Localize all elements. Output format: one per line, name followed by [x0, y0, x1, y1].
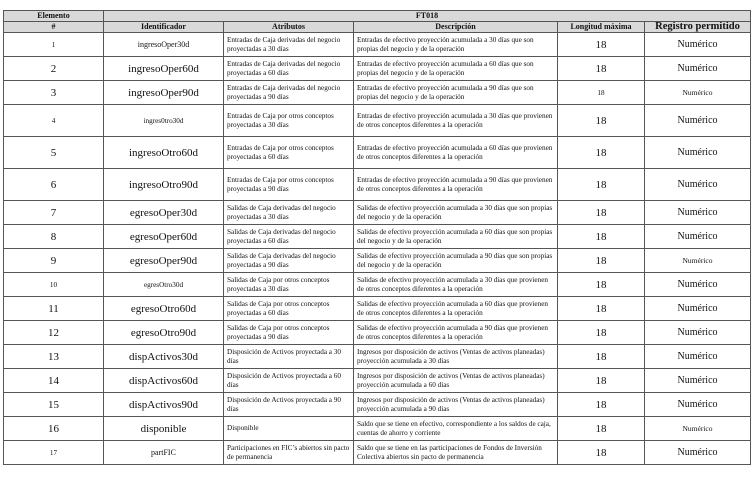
row-attributes: Salidas de Caja por otros conceptos proyectadas a 30 días — [224, 273, 354, 297]
row-allowed-type: Numérico — [645, 33, 751, 57]
row-allowed-type: Numérico — [645, 417, 751, 441]
header-row-columns — [4, 22, 751, 33]
row-number: 13 — [4, 345, 104, 369]
row-max-length: 18 — [558, 297, 645, 321]
row-attributes: Disponible — [224, 417, 354, 441]
row-identifier: ingresoOper30d — [104, 33, 224, 57]
row-max-length: 18 — [558, 33, 645, 57]
row-allowed-type: Numérico — [645, 441, 751, 465]
row-identifier: ingresoOper60d — [104, 57, 224, 81]
row-description: Salidas de efectivo proyección acumulada a 30 días que provienen de otros conceptos diferentes a la operación — [354, 273, 558, 297]
row-number: 8 — [4, 225, 104, 249]
row-description: Entradas de efectivo proyección acumulada a 90 días que provienen de otros conceptos diferentes a la operación — [354, 169, 558, 201]
row-max-length: 18 — [558, 57, 645, 81]
row-description: Ingresos por disposición de activos (Ventas de activos planeadas) proyección acumulada a 30 días — [354, 345, 558, 369]
row-number: 10 — [4, 273, 104, 297]
row-allowed-type: Numérico — [645, 345, 751, 369]
row-number: 7 — [4, 201, 104, 225]
row-number: 15 — [4, 393, 104, 417]
row-allowed-type: Numérico — [645, 225, 751, 249]
table-row — [4, 297, 751, 321]
row-description: Saldo que se tiene en las participaciones de Fondos de Inversión Colectiva abiertos sin pacto de permanencia — [354, 441, 558, 465]
row-allowed-type: Numérico — [645, 273, 751, 297]
row-attributes: Disposición de Activos proyectada a 60 días — [224, 369, 354, 393]
row-max-length: 18 — [558, 137, 645, 169]
row-attributes: Salidas de Caja por otros conceptos proyectadas a 60 días — [224, 297, 354, 321]
identificador-header: Identificador — [104, 22, 224, 33]
row-number: 14 — [4, 369, 104, 393]
row-identifier: ingresoOtro60d — [104, 137, 224, 169]
row-allowed-type: Numérico — [645, 57, 751, 81]
row-description: Entradas de efectivo proyección acumulada a 30 días que son propias del negocio y de la operación — [354, 33, 558, 57]
row-allowed-type: Numérico — [645, 169, 751, 201]
row-number: 1 — [4, 33, 104, 57]
row-allowed-type: Numérico — [645, 369, 751, 393]
row-max-length: 18 — [558, 321, 645, 345]
row-max-length: 18 — [558, 249, 645, 273]
row-identifier: disponible — [104, 417, 224, 441]
longitud-header: Longitud máxima — [558, 22, 645, 33]
table-row — [4, 417, 751, 441]
table-row — [4, 225, 751, 249]
atributos-header: Atributos — [224, 22, 354, 33]
row-identifier: dispActivos60d — [104, 369, 224, 393]
table-row — [4, 321, 751, 345]
row-max-length: 18 — [558, 201, 645, 225]
ft018-table — [3, 10, 751, 465]
table-row — [4, 33, 751, 57]
table-row — [4, 345, 751, 369]
row-attributes: Entradas de Caja derivadas del negocio proyectadas a 30 días — [224, 33, 354, 57]
table-row — [4, 57, 751, 81]
row-attributes: Salidas de Caja derivadas del negocio proyectadas a 30 días — [224, 201, 354, 225]
row-description: Saldo que se tiene en efectivo, correspondiente a los saldos de caja, cuentas de ahorro y corriente — [354, 417, 558, 441]
row-allowed-type: Numérico — [645, 321, 751, 345]
row-max-length: 18 — [558, 81, 645, 105]
row-max-length: 18 — [558, 369, 645, 393]
row-identifier: ingres0tro30d — [104, 105, 224, 137]
table-row — [4, 249, 751, 273]
row-identifier: dispActivos90d — [104, 393, 224, 417]
table-row — [4, 441, 751, 465]
row-description: Salidas de efectivo proyección acumulada a 30 días que son propias del negocio y de la operación — [354, 201, 558, 225]
row-number: 17 — [4, 441, 104, 465]
row-number: 3 — [4, 81, 104, 105]
row-number: 6 — [4, 169, 104, 201]
row-attributes: Participaciones en FIC’s abiertos sin pacto de permanencia — [224, 441, 354, 465]
row-identifier: egresoOper60d — [104, 225, 224, 249]
row-attributes: Entradas de Caja por otros conceptos proyectadas a 90 días — [224, 169, 354, 201]
row-identifier: egresoOper90d — [104, 249, 224, 273]
row-identifier: ingresoOtro90d — [104, 169, 224, 201]
row-number: 9 — [4, 249, 104, 273]
registro-header: Registro permitido — [645, 22, 751, 33]
row-description: Entradas de efectivo proyección acumulada a 90 días que son propias del negocio y de la operación — [354, 81, 558, 105]
row-description: Entradas de efectivo proyección acumulada a 60 días que son propias del negocio y de la operación — [354, 57, 558, 81]
form-title: FT018 — [104, 11, 751, 22]
row-allowed-type: Numérico — [645, 137, 751, 169]
row-allowed-type: Numérico — [645, 81, 751, 105]
row-attributes: Disposición de Activos proyectada a 90 días — [224, 393, 354, 417]
row-identifier: egresoOtro60d — [104, 297, 224, 321]
row-number: 12 — [4, 321, 104, 345]
row-max-length: 18 — [558, 169, 645, 201]
table-row — [4, 369, 751, 393]
row-identifier: egresoOper30d — [104, 201, 224, 225]
table-row — [4, 137, 751, 169]
number-header: # — [4, 22, 104, 33]
row-identifier: egresoOtro90d — [104, 321, 224, 345]
row-max-length: 18 — [558, 105, 645, 137]
row-description: Salidas de efectivo proyección acumulada a 90 días que provienen de otros conceptos diferentes a la operación — [354, 321, 558, 345]
row-identifier: ingresoOper90d — [104, 81, 224, 105]
row-identifier: egresOtro30d — [104, 273, 224, 297]
row-allowed-type: Numérico — [645, 105, 751, 137]
elemento-header: Elemento — [4, 11, 104, 22]
row-max-length: 18 — [558, 417, 645, 441]
row-attributes: Disposición de Activos proyectada a 30 días — [224, 345, 354, 369]
row-description: Ingresos por disposición de activos (Ventas de activos planeadas) proyección acumulada a 60 días — [354, 369, 558, 393]
row-number: 11 — [4, 297, 104, 321]
descripcion-header: Descripción — [354, 22, 558, 33]
row-description: Salidas de efectivo proyección acumulada a 60 días que provienen de otros conceptos diferentes a la operación — [354, 297, 558, 321]
row-max-length: 18 — [558, 393, 645, 417]
row-description: Salidas de efectivo proyección acumulada a 60 días que son propias del negocio y de la operación — [354, 225, 558, 249]
row-max-length: 18 — [558, 225, 645, 249]
row-attributes: Salidas de Caja por otros conceptos proyectadas a 90 días — [224, 321, 354, 345]
table-row — [4, 273, 751, 297]
table-row — [4, 201, 751, 225]
row-max-length: 18 — [558, 345, 645, 369]
row-attributes: Salidas de Caja derivadas del negocio proyectadas a 90 días — [224, 249, 354, 273]
row-attributes: Entradas de Caja derivadas del negocio proyectadas a 60 días — [224, 57, 354, 81]
row-identifier: partFIC — [104, 441, 224, 465]
row-description: Salidas de efectivo proyección acumulada a 90 días que son propias del negocio y de la operación — [354, 249, 558, 273]
row-allowed-type: Numérico — [645, 297, 751, 321]
row-max-length: 18 — [558, 273, 645, 297]
row-max-length: 18 — [558, 441, 645, 465]
row-description: Entradas de efectivo proyección acumulada a 30 días que provienen de otros conceptos diferentes a la operación — [354, 105, 558, 137]
row-number: 5 — [4, 137, 104, 169]
table-row — [4, 169, 751, 201]
row-number: 16 — [4, 417, 104, 441]
row-identifier: dispActivos30d — [104, 345, 224, 369]
row-attributes: Entradas de Caja derivadas del negocio proyectadas a 90 días — [224, 81, 354, 105]
row-allowed-type: Numérico — [645, 393, 751, 417]
table-row — [4, 105, 751, 137]
row-number: 2 — [4, 57, 104, 81]
row-description: Ingresos por disposición de activos (Ventas de activos planeadas) proyección acumulada a 90 días — [354, 393, 558, 417]
row-number: 4 — [4, 105, 104, 137]
row-allowed-type: Numérico — [645, 249, 751, 273]
header-row-top — [4, 11, 751, 22]
table-row — [4, 393, 751, 417]
row-allowed-type: Numérico — [645, 201, 751, 225]
row-attributes: Entradas de Caja por otros conceptos proyectadas a 30 días — [224, 105, 354, 137]
table-row — [4, 81, 751, 105]
row-attributes: Salidas de Caja derivadas del negocio proyectadas a 60 días — [224, 225, 354, 249]
row-description: Entradas de efectivo proyección acumulada a 60 días que provienen de otros conceptos diferentes a la operación — [354, 137, 558, 169]
row-attributes: Entradas de Caja por otros conceptos proyectadas a 60 días — [224, 137, 354, 169]
